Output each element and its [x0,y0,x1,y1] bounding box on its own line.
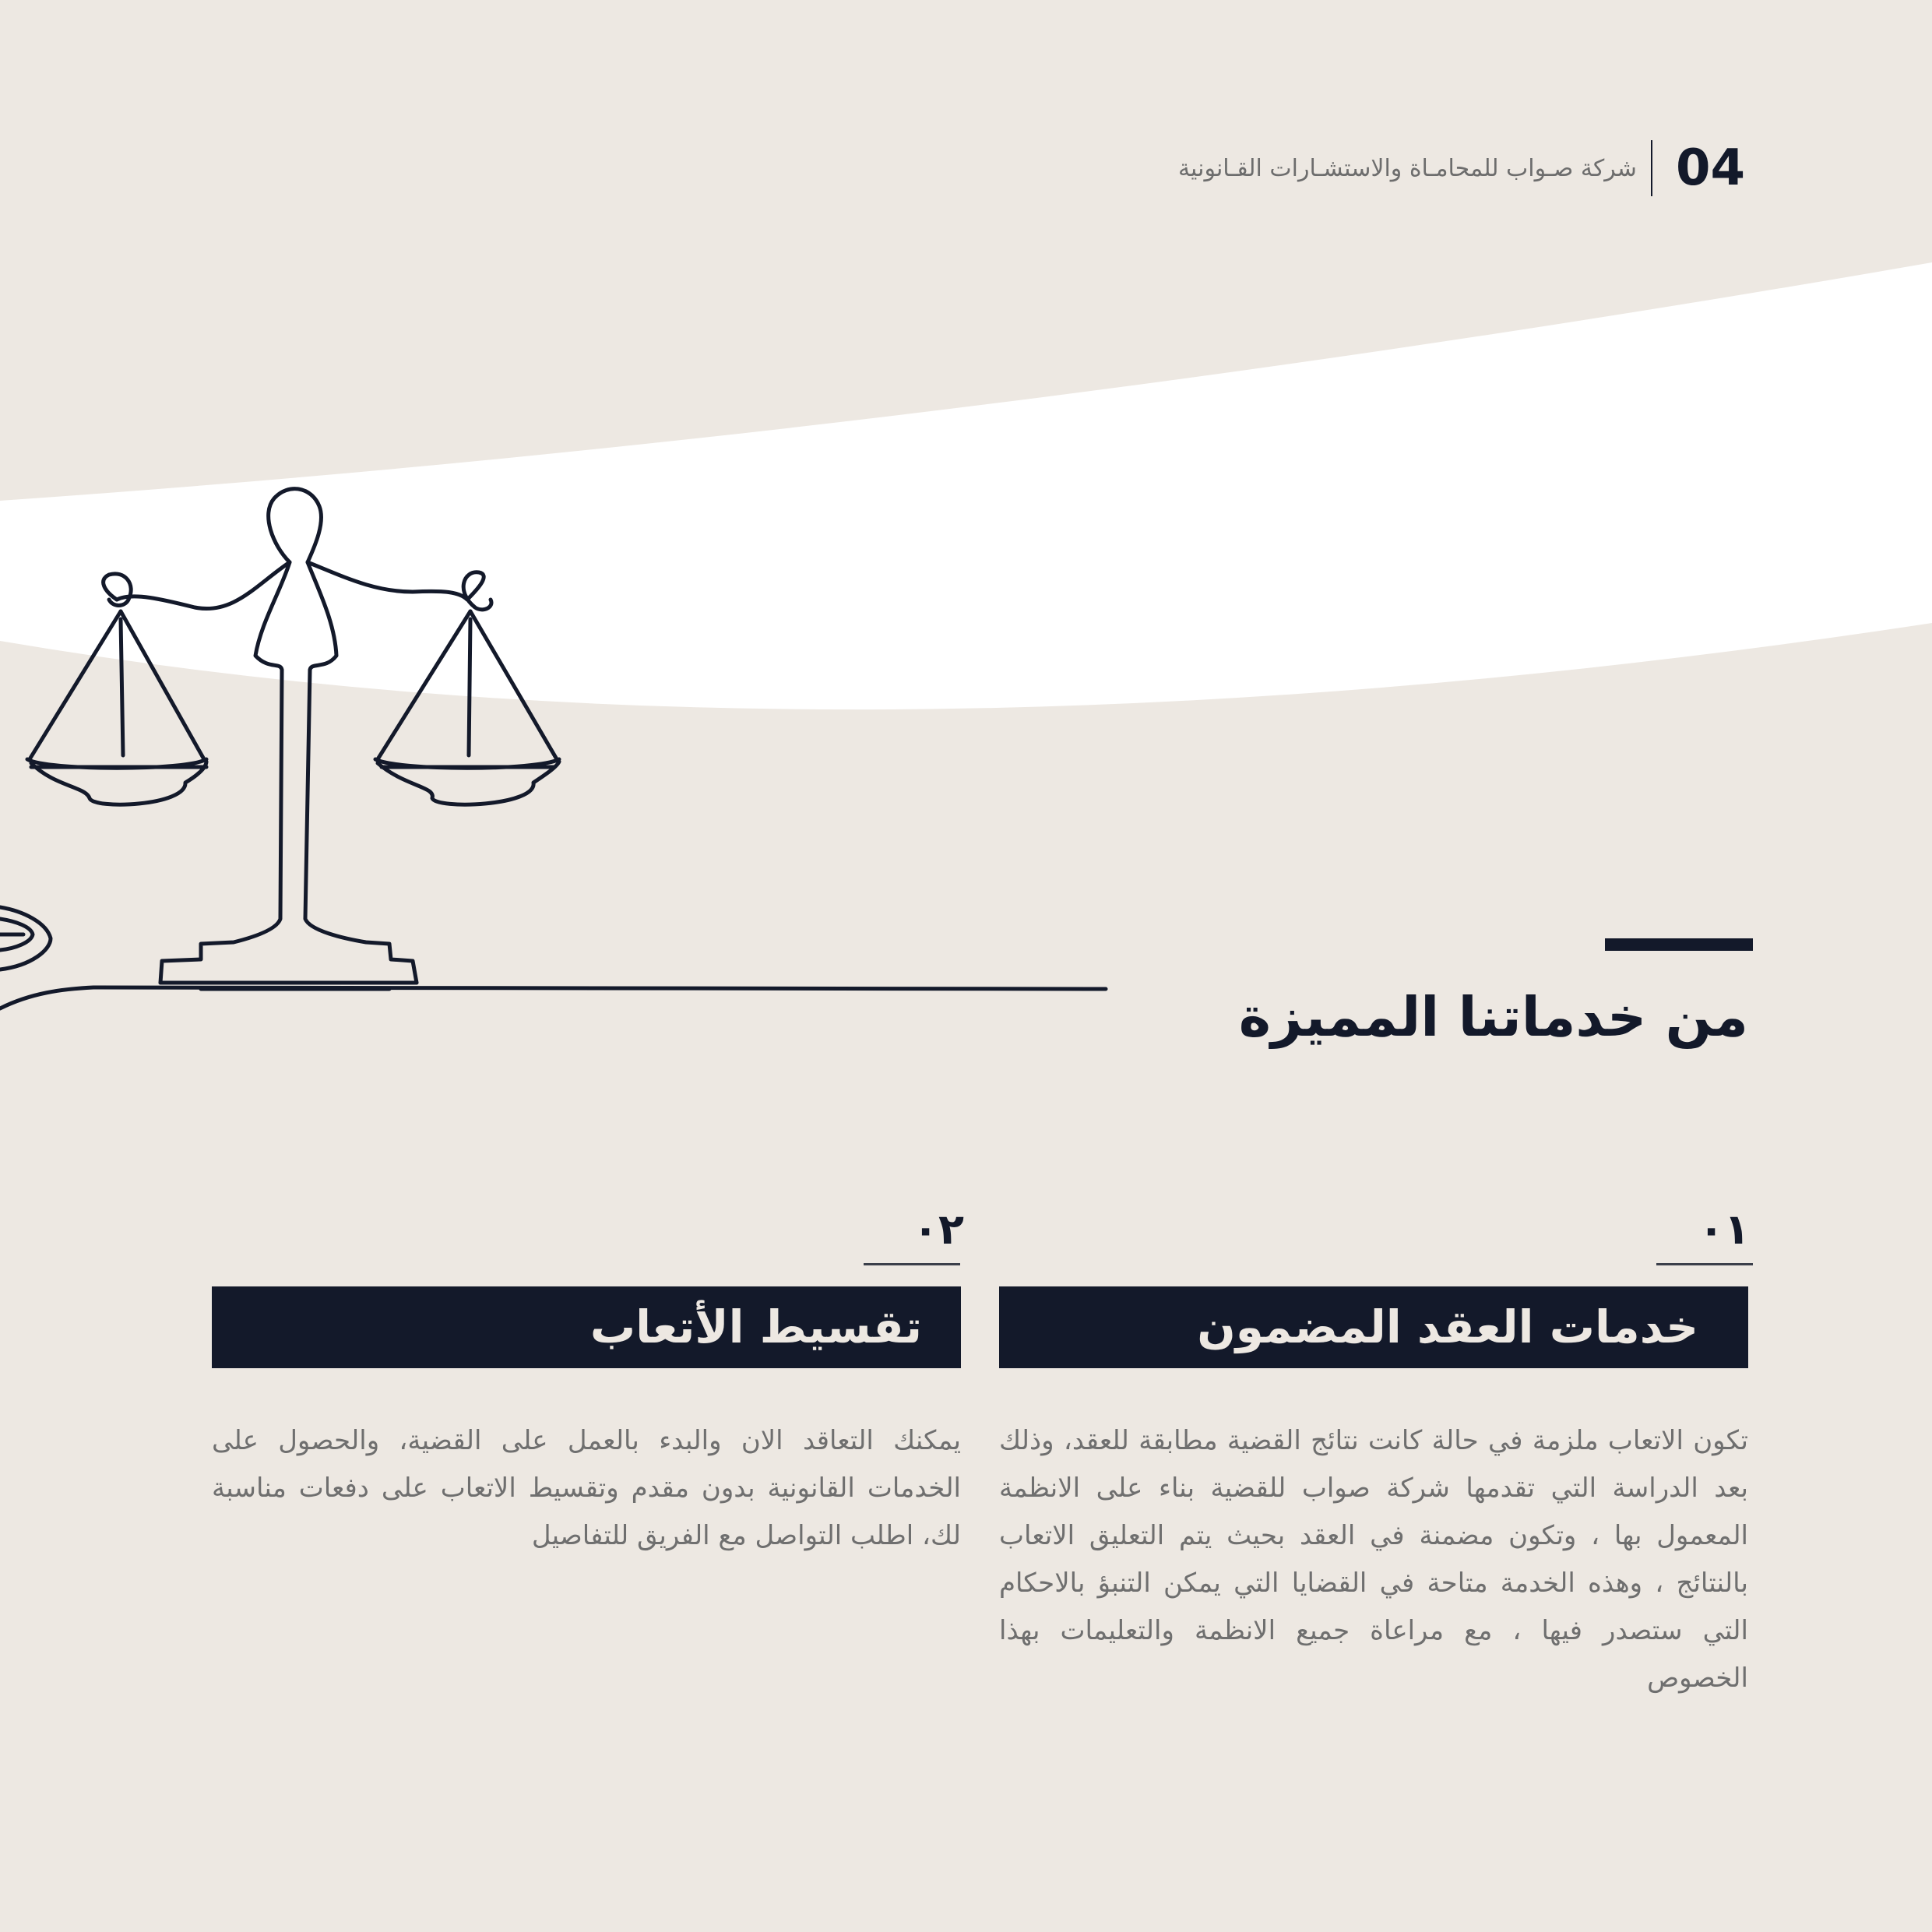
service-number-2: ٠٢ [913,1205,964,1254]
service-description-1: تكون الاتعاب ملزمة في حالة كانت نتائج القضية مطابقة للعقد، وذلك بعد الدراسة التي تقدمها شركة صواب للقضية بناء على الانظمة المعمول بها ، وتكون مضمنة في العقد بحيث يتم التعليق الاتعاب بالنتائج ، وهذه الخدمة متاحة في القضايا التي يمكن التنبؤ بالاحكام التي ستصدر فيها ، مع مراعاة جميع الانظمة والتعليمات بهذا الخصوص [999,1425,1748,1694]
title-accent-bar [1605,938,1753,951]
service-title-bar-1 [999,1286,1748,1368]
service-description-2: يمكنك التعاقد الان والبدء بالعمل على القضية، والحصول على الخدمات القانونية بدون مقدم وتقسيط الاتعاب على دفعات مناسبة لك، اطلب التواصل مع الفريق للتفاصيل [212,1425,961,1551]
page-number: 04 [1675,139,1745,197]
header-divider [1651,140,1652,196]
service-number-underline-2 [864,1263,960,1265]
service-title-2: تقسيط الأتعاب [589,1300,922,1353]
white-curved-band [0,262,1932,709]
page-header [1178,140,1745,196]
service-title-bar-2 [212,1286,961,1368]
section-title: من خدماتنا المميزة [1238,985,1748,1049]
company-name: شركة صـواب للمحامـاة والاستشـارات القـانونية [1177,154,1637,182]
service-number-underline-1 [1656,1263,1753,1265]
service-title-1: خدمات العقد المضمون [1197,1300,1698,1353]
service-number-1: ٠١ [1698,1205,1750,1254]
